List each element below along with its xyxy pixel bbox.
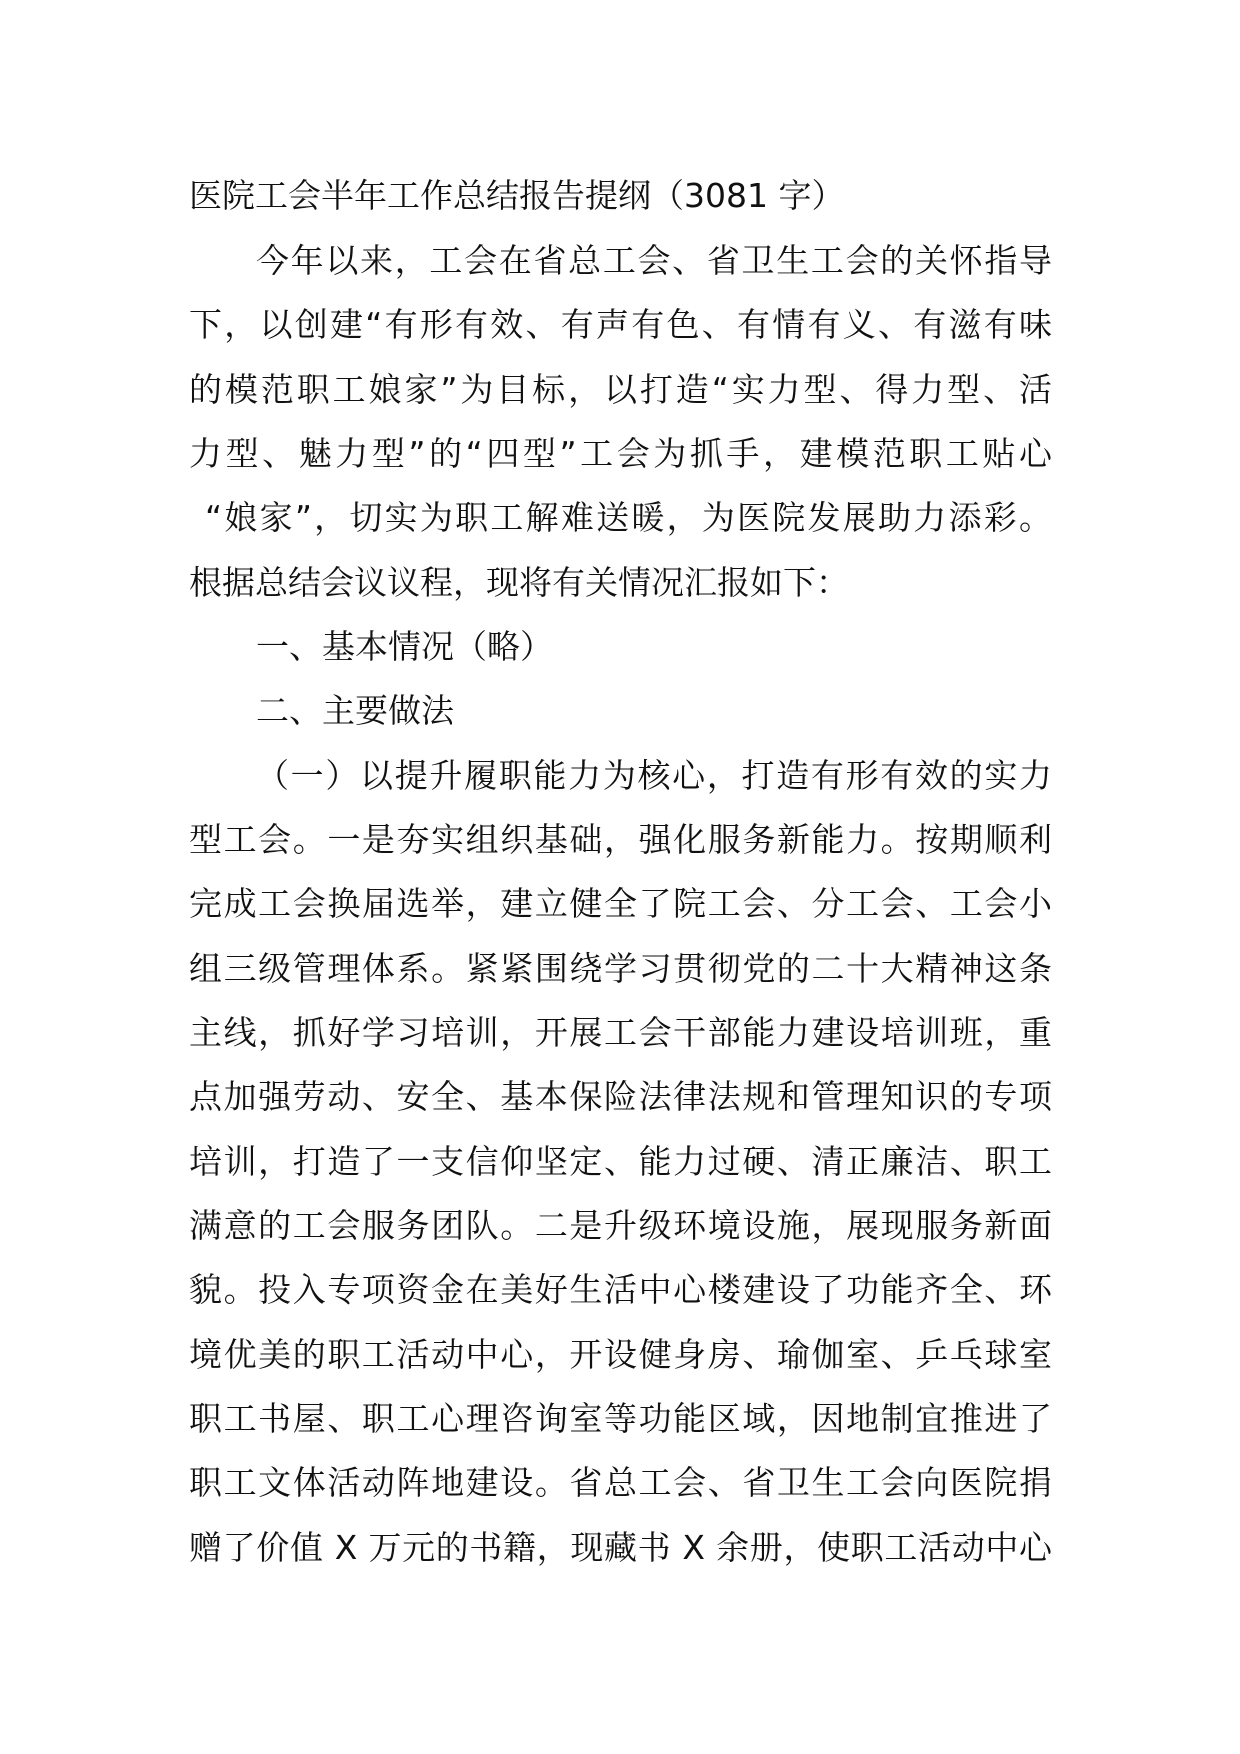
paragraph-line: 今年以来，工会在省总工会、省卫生工会的关怀指导 [256,241,1052,280]
paragraph-line: 主线，抓好学习培训，开展工会干部能力建设培训班，重 [189,1013,1052,1052]
document-title: 医院工会半年工作总结报告提纲（3081 字） [189,176,845,215]
paragraph-line: 完成工会换届选举，建立健全了院工会、分工会、工会小 [189,884,1052,923]
paragraph-line: “娘家”，切实为职工解难送暖，为医院发展助力添彩。 [205,498,1052,537]
subsection-line: （一）以提升履职能力为核心，打造有形有效的实力 [256,756,1052,795]
paragraph-line: 境优美的职工活动中心，开设健身房、瑜伽室、乒乓球室 [189,1335,1052,1374]
section-heading-main-practices: 二、主要做法 [256,691,454,730]
paragraph-line: 培训，打造了一支信仰坚定、能力过硬、清正廉洁、职工 [189,1142,1052,1181]
section-heading-basic-situation: 一、基本情况（略） [256,627,553,666]
paragraph-line: 赠了价值 X 万元的书籍，现藏书 X 余册，使职工活动中心 [189,1528,1052,1567]
paragraph-line: 根据总结会议议程，现将有关情况汇报如下： [189,563,849,602]
paragraph-line: 力型、魅力型”的“四型”工会为抓手，建模范职工贴心 [189,434,1052,473]
paragraph-line: 的模范职工娘家”为目标，以打造“实力型、得力型、活 [189,370,1052,409]
paragraph-line: 满意的工会服务团队。二是升级环境设施，展现服务新面 [189,1206,1052,1245]
paragraph-line: 职工书屋、职工心理咨询室等功能区域，因地制宜推进了 [189,1399,1052,1438]
paragraph-line: 型工会。一是夯实组织基础，强化服务新能力。按期顺利 [189,820,1052,859]
paragraph-line: 职工文体活动阵地建设。省总工会、省卫生工会向医院捐 [189,1463,1052,1502]
paragraph-line: 貌。投入专项资金在美好生活中心楼建设了功能齐全、环 [189,1270,1052,1309]
paragraph-line: 组三级管理体系。紧紧围绕学习贯彻党的二十大精神这条 [189,949,1052,988]
paragraph-line: 下，以创建“有形有效、有声有色、有情有义、有滋有味 [189,305,1052,344]
paragraph-line: 点加强劳动、安全、基本保险法律法规和管理知识的专项 [189,1077,1052,1116]
